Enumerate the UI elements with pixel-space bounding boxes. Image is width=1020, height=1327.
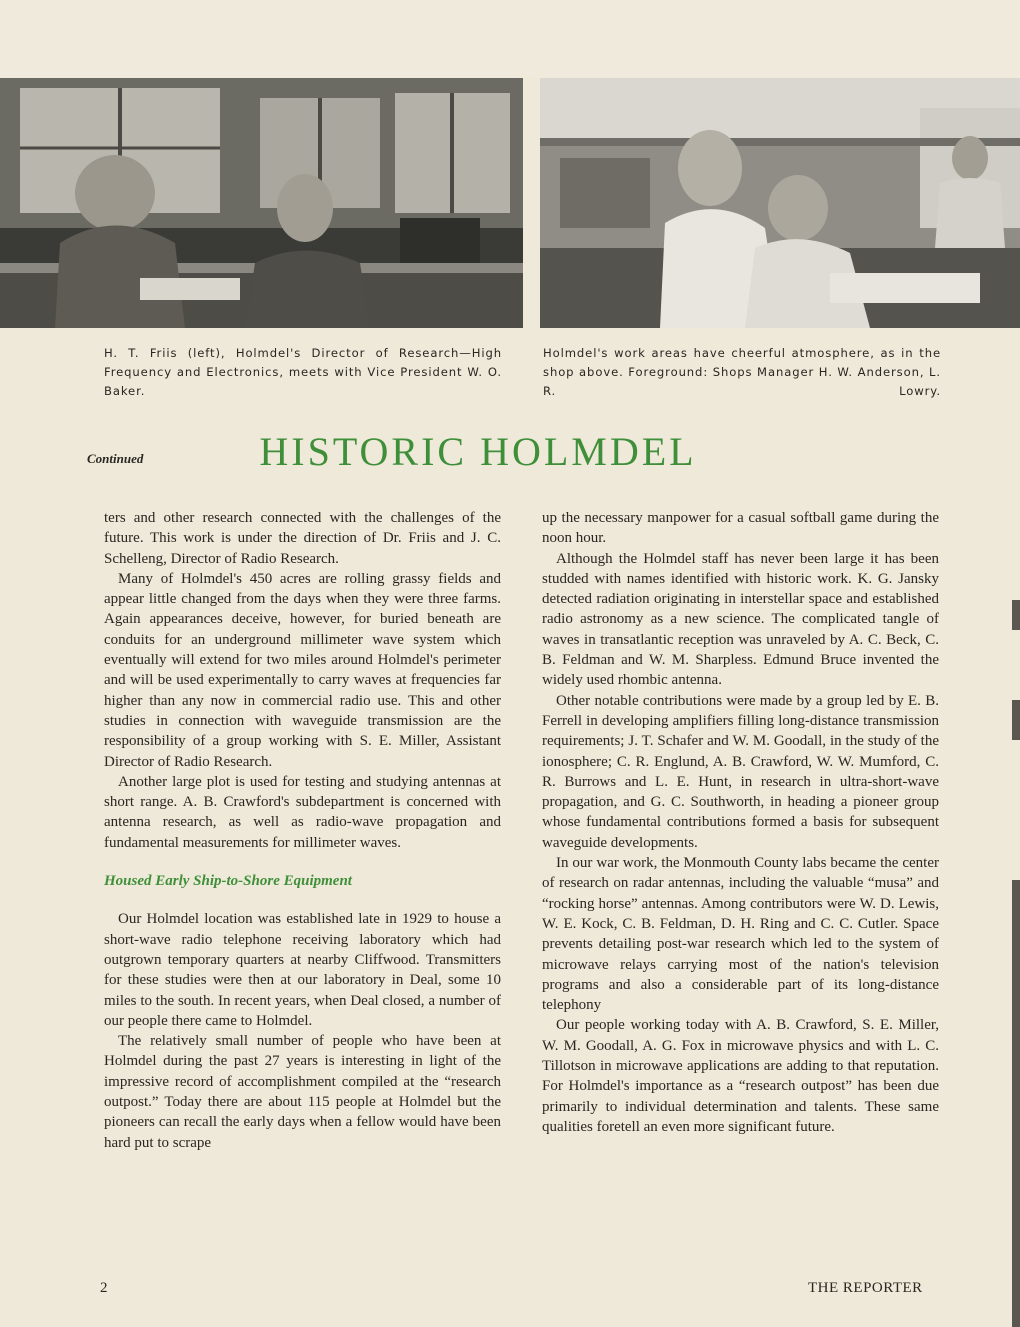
paragraph: up the necessary manpower for a casual softball game during the noon hour. xyxy=(542,510,939,547)
paragraph: Our Holmdel location was established late in 1929 to house a short-wave radio telephone receiving laboratory which had outgrown temporary quarters at nearby Cliffwood. Transmitters for these studies were then at our laboratory in Deal, some 10 miles to the south. In recent years, when Deal closed, a number of our people there came to Holmdel. xyxy=(104,911,501,1029)
paragraph: Many of Holmdel's 450 acres are rolling grassy fields and appear little changed from the days when they were three farms. Again appearances deceive, however, for buried beneath are conduits for an underground millimeter wave system which eventually will extend for two miles around Holmdel's perimeter and will be used experimentally to carry waves at frequencies far higher than any now in commercial radio use. This and other studies in connection with waveguide transmission are the responsibility of a group working with S. E. Miller, Assistant Director of Radio Research. xyxy=(104,570,501,770)
section-subhead: Housed Early Ship-to-Shore Equipment xyxy=(104,873,352,890)
paragraph: In our war work, the Monmouth County labs became the center of research on radar antennas, including the valuable “musa” and “rocking horse” antennas. Among contributors were W. D. Lewis, W. E. Kock, C. B. Feldman, D. H. Ring and C. C. Cutler. Space prevents detailing post-war research which led to the system of microwave relays carrying most of the nation's television programs and also a considerable part of its long-distance telephony xyxy=(542,855,939,1014)
photo-caption-right: Holmdel's work areas have cheerful atmosphere, as in the shop above. Foreground: Shops Manager H. W. Anderson, L. R. Lowry. xyxy=(543,346,941,398)
page-edge-shadow xyxy=(1012,880,1020,1327)
article-column-left xyxy=(104,508,501,1153)
photo-friis-and-baker xyxy=(0,78,523,328)
page-number: 2 xyxy=(100,1280,108,1296)
paragraph: Other notable contributions were made by a group led by E. B. Ferrell in developing amplifiers filling long-distance transmission requirements; J. T. Schafer and W. M. Goodall, in the study of the ionosphere; C. R. Englund, A. B. Crawford, W. W. Mumford, C. R. Burrows and L. E. Hunt, in research in ultra-short-wave propagation, and G. C. Southworth, in heading a pioneer group whose fundamental contributions formed a basis for subsequent waveguide developments. xyxy=(542,692,939,851)
paragraph: The relatively small number of people who have been at Holmdel during the past 27 years is interesting in light of the impressive record of accomplishment compiled at the “research outpost.” Today there are about 115 people at Holmdel but the pioneers can recall the early days when a fellow would have been hard put to scrape xyxy=(104,1033,501,1151)
page-edge-shadow xyxy=(1012,700,1020,740)
paragraph: ters and other research connected with the challenges of the future. This work is under the direction of Dr. Friis and J. C. Schelleng, Director of Radio Research. xyxy=(104,510,501,567)
photo-holmdel-shop xyxy=(540,78,1020,328)
paragraph: Our people working today with A. B. Crawford, S. E. Miller, W. M. Goodall, A. G. Fox in microwave physics and with L. C. Tillotson in microwave applications are adding to that reputation. For Holmdel's importance as a “research outpost” has been due primarily to individual determination and talents. These same qualities foretell an even more significant future. xyxy=(542,1017,939,1135)
photo-caption-left: H. T. Friis (left), Holmdel's Director of Research—High Frequency and Electronics, meets with Vice President W. O. Baker. xyxy=(104,346,502,398)
page-top-margin xyxy=(0,0,1020,78)
article-column-right xyxy=(542,508,939,1137)
continued-label: Continued xyxy=(87,451,144,466)
article-title: HISTORIC HOLMDEL xyxy=(259,429,697,474)
running-footer: THE REPORTER xyxy=(808,1280,923,1296)
paragraph: Although the Holmdel staff has never been large it has been studded with names identified with historic work. K. G. Jansky detected radiation originating in interstellar space and established radio astronomy as a new science. The complicated tangle of waves in transatlantic reception was unraveled by A. C. Beck, C. B. Feldman and W. M. Sharpless. Edmund Bruce invented the widely used rhombic antenna. xyxy=(542,550,939,689)
paragraph: Another large plot is used for testing and studying antennas at short range. A. B. Crawford's subdepartment is concerned with antenna research, as well as radio-wave propagation and fundamental measurements for millimeter waves. xyxy=(104,773,501,851)
page-edge-shadow xyxy=(1012,600,1020,630)
